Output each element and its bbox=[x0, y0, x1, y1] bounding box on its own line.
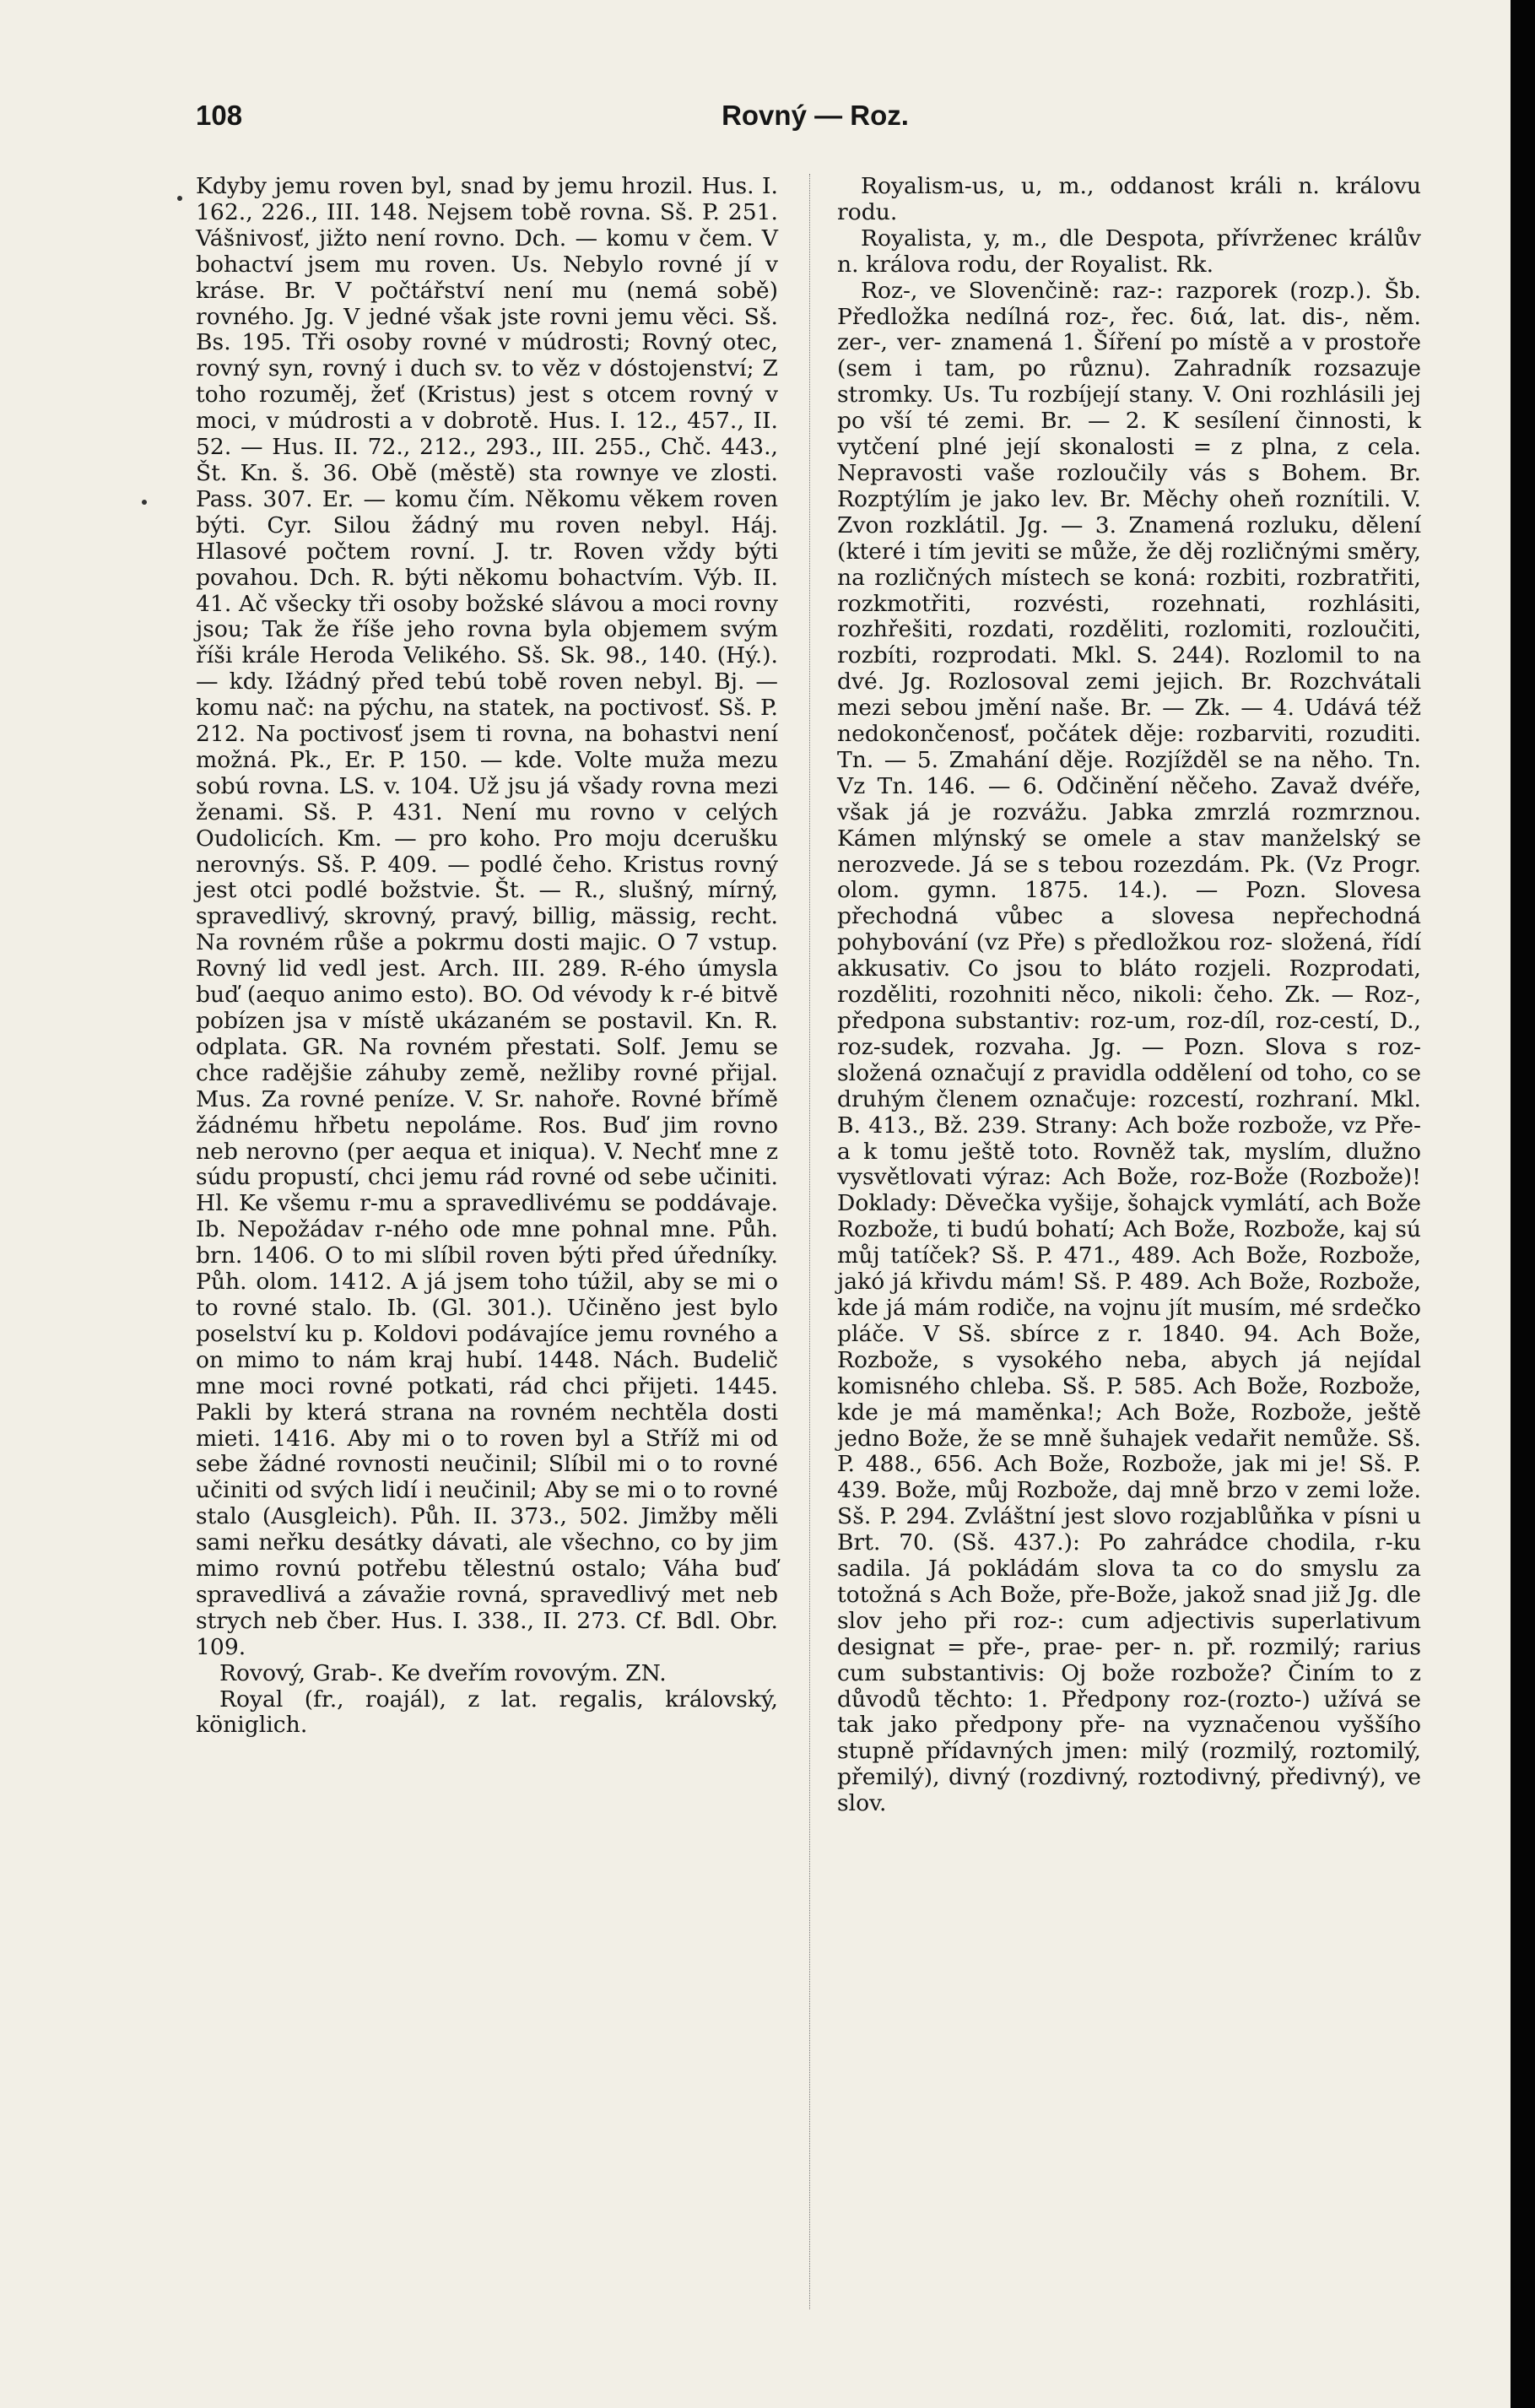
page-title: Rovný — Roz. bbox=[722, 100, 909, 131]
right-column bbox=[837, 174, 1421, 1817]
margin-mark bbox=[142, 500, 147, 505]
entry-rovny-continued: Kdyby jemu roven byl, snad by jemu hrozil. Hus. I. 162., 226., III. 148. Nejsem tobě rovna. Sš. P. 251. Vášnivosť, jižto není rovno. Dch. — komu v čem. V bohactví jsem mu roven. Us. Nebylo rovné jí v kráse. Br. V počtářství není mu (nemá sobě) rovného. Jg. V jedné však jste rovni jemu věci. Sš. Bs. 195. Tři osoby rovné v múdrosti; Rovný otec, rovný syn, rovný i duch sv. to věz v dóstojenství; Z toho rozuměj, žeť (Kristus) jest s otcem rovný v moci, v múdrosti a v dobrotě. Hus. I. 12., 457., II. 52. — Hus. II. 72., 212., 293., III. 255., Chč. 443., Št. Kn. š. 36. Obě (městě) sta rownye ve zlosti. Pass. 307. Er. — komu čím. Někomu věkem roven býti. Cyr. Silou žádný mu roven nebyl. Háj. Hlasové počtem rovní. J. tr. Roven vždy býti povahou. Dch. R. býti někomu bohactvím. Výb. II. 41. Ač všecky tři osoby božské slávou a moci rovny jsou; Tak že říše jeho rovna byla objemem svým říši krále Heroda Velikého. Sš. Sk. 98., 140. (Hý.). — kdy. Ižádný před tebú tobě roven nebyl. Bj. — komu nač: na pýchu, na statek, na poctivosť. Sš. P. 212. Na poctivosť jsem ti rovna, na bohastvi není možná. Pk., Er. P. 150. — kde. Volte muža mezu sobú rovna. LS. v. 104. Už jsu já všady rovna mezi ženami. Sš. P. 431. Není mu rovno v celých Oudolicích. Km. — pro koho. Pro moju dcerušku nerovnýs. Sš. P. 409. — podlé čeho. Kristus rovný jest otci podlé božstvie. Št. — R., slušný, mírný, spravedlivý, skrovný, pravý, billig, mässig, recht. Na rovném růše a pokrmu dosti majic. O 7 vstup. Rovný lid vedl jest. Arch. III. 289. R-ého úmysla buď (aequo animo esto). BO. Od vévody k r-é bitvě pobízen jsa v místě ukázaném se postavil. Kn. R. odplata. GR. Na rovném přestati. Solf. Jemu se chce radějšie záhuby země, nežliby rovné přijal. Mus. Za rovné peníze. V. Sr. nahoře. Rovné břímě žádnému hřbetu nepoláme. Ros. Buď jim rovno neb nerovno (per aequa et iniqua). V. Nechť mne z súdu propustí, chci jemu rád rovné od sebe učiniti. Hl. Ke všemu r-mu a spravedlivému se poddávaje. Ib. Nepožádav r-ného ode mne pohnal mne. Půh. brn. 1406. O to mi slíbil roven býti před úředníky. Půh. olom. 1412. A já jsem toho túžil, aby se mi o to rovné stalo. Ib. (Gl. 301.). Učiněno jest bylo poselství ku p. Koldovi podávajíce jemu rovného a on mimo to nám kraj hubí. 1448. Nách. Budelič mne moci rovné potkati, rád chci přijeti. 1445. Pakli by která strana na rovném nechtěla dosti mieti. 1416. Aby mi o to roven byl a Stříž mi od sebe žádné rovnosti neučinil; Slíbil mi o to rovné učiniti od svých lidí i neučinil; Aby se mi o to rovné stalo (Ausgleich). Půh. II. 373., 502. Jimžby měli sami neřku desátky dávati, ale všechno, co by jim mimo rovnú potřebu tělestnú ostalo; Váha buď spravedlivá a závažie rovná, spravedlivý met neb strych neb čber. Hus. I. 338., II. 273. Cf. Bdl. Obr. 109. bbox=[196, 173, 778, 1660]
left-column bbox=[196, 174, 778, 1739]
column-divider bbox=[809, 174, 810, 2309]
entry-rovovy: Rovový, Grab-. Ke dveřím rovovým. ZN. bbox=[219, 1659, 667, 1686]
entry-royal: Royal (fr., roajál), z lat. regalis, královský, königlich. bbox=[196, 1686, 778, 1739]
margin-mark bbox=[177, 196, 182, 201]
entry-roz: Roz-, ve Slovenčině: raz-: razporek (rozp.). Šb. Předložka nedílná roz-, řec. διά, lat. dis-, něm. zer-, ver- znamená 1. Šíření po místě a v prostoře (sem i tam, po různu). Zahradník rozsazuje stromky. Us. Tu rozbíjejí stany. V. Oni rozhlásili jej po vší té zemi. Br. — 2. K sesílení činnosti, k vytčení plné její skonalosti = z plna, z cela. Nepravosti vaše rozloučily vás s Bohem. Br. Rozptýlím je jako lev. Br. Měchy oheň roznítili. V. Zvon rozklátil. Jg. — 3. Znamená rozluku, dělení (které i tím jeviti se může, že děj rozličnými směry, na rozličných místech se koná: rozbiti, rozbratřiti, rozkmotřiti, rozvésti, rozehnati, rozhlásiti, rozhřešiti, rozdati, rozděliti, rozlomiti, rozloučiti, rozbíti, rozprodati. Mkl. S. 244). Rozlomil to na dvé. Jg. Rozlosoval zemi jejich. Br. Rozchvátali mezi sebou jmění naše. Br. — Zk. — 4. Udává též nedokončenosť, počátek děje: rozbarviti, rozuditi. Tn. — 5. Zmahání děje. Rozjížděl se na něho. Tn. Vz Tn. 146. — 6. Odčinění něčeho. Zavaž dvéře, však já je rozvážu. Jabka zmrzlá rozmrznou. Kámen mlýnský se omele a stav manželský se nerozvede. Já se s tebou rozezdám. Pk. (Vz Progr. olom. gymn. 1875. 14.). — Pozn. Slovesa přechodná vůbec a slovesa nepřechodná pohybování (vz Pře) s předložkou roz- složená, řídí akkusativ. Co jsou to bláto rozjeli. Rozprodati, rozděliti, rozohniti něco, nikoli: čeho. Zk. — Roz-, předpona substantiv: roz-um, roz-díl, roz-cestí, D., roz-sudek, rozvaha. Jg. — Pozn. Slova s roz- složená označují z pravidla oddělení od toho, co se druhým členem označuje: rozcestí, rozhraní. Mkl. B. 413., Bž. 239. Strany: Ach bože rozbože, vz Pře- a k tomu ještě toto. Rovněž tak, myslím, dlužno vysvětlovati výraz: Ach Bože, roz-Bože (Rozbože)! Doklady: Děvečka vyšije, šohajck vymlátí, ach Bože Rozbože, ti budú bohatí; Ach Bože, Rozbože, kaj sú můj tatíček? Sš. P. 471., 489. Ach Bože, Rozbože, jakó já křivdu mám! Sš. P. 489. Ach Bože, Rozbože, kde já mám rodiče, na vojnu jít musím, mé srdečko pláče. V Sš. sbírce z r. 1840. 94. Ach Bože, Rozbože, s vysokého neba, abych já nejídal komisného chleba. Sš. P. 585. Ach Bože, Rozbože, kde je má maměnka!; Ach Bože, Rozbože, ještě jedno Bože, že se mně šuhajek vedařit nemůže. Sš. P. 488., 656. Ach Bože, Rozbože, jak mi je! Sš. P. 439. Bože, můj Rozbože, daj mně brzo v zemi lože. Sš. P. 294. Zvláštní jest slovo rozjablůňka v písni u Brt. 70. (Sš. 437.): Po zahrádce chodila, r-ku sadila. Já pokládám slova ta co do smyslu za totožná s Ach Bože, pře-Bože, jakož snad již Jg. dle slov jeho při roz-: cum adjectivis superlativum designat = pře-, prae- per- n. př. rozmilý; rarius cum substantivis: Oj bože rozbože? Činím to z důvodů těchto: 1. Předpony roz-(rozto-) užívá se tak jako předpony pře- na vyznačenou vyššího stupně přídavných jmen: milý (rozmilý, roztomilý, přemilý), divný (rozdivný, roztodivný, předivný), ve slov. bbox=[837, 277, 1421, 1817]
scan-edge bbox=[1511, 0, 1535, 2408]
page-header bbox=[196, 100, 1435, 142]
entry-royalismus: Royalism-us, u, m., oddanost králi n. královu rodu. bbox=[837, 173, 1421, 225]
entry-royalista: Royalista, y, m., dle Despota, přívrženec králův n. králova rodu, der Royalist. Rk. bbox=[837, 225, 1421, 278]
page-number: 108 bbox=[196, 100, 243, 131]
